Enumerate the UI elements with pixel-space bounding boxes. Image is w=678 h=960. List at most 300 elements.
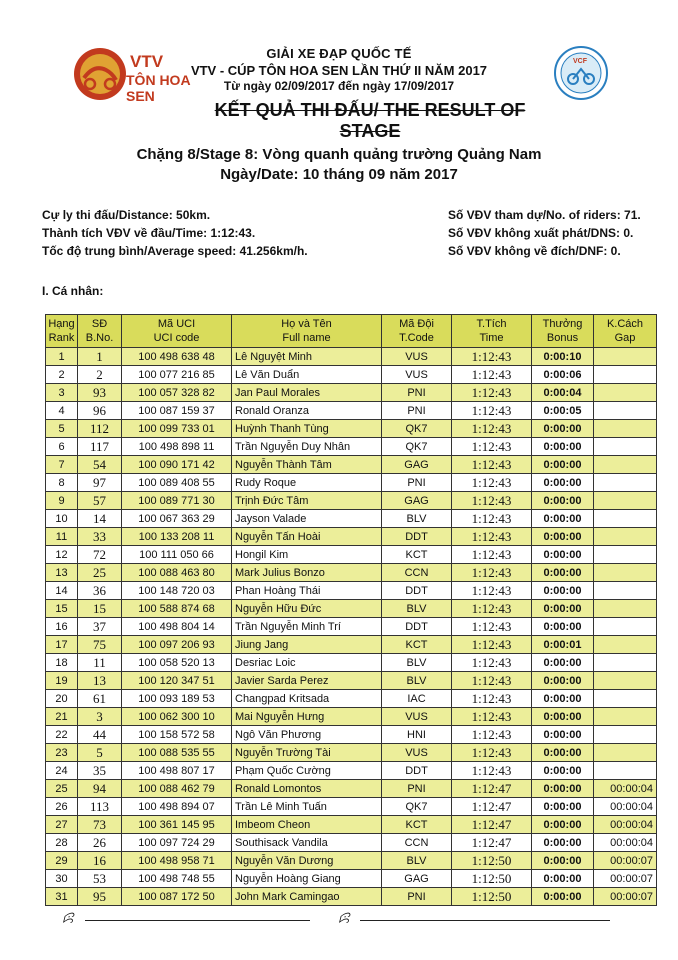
table-row	[46, 582, 657, 600]
cell-bonus: 0:00:00	[532, 690, 594, 708]
cell-bonus: 0:00:00	[532, 456, 594, 474]
cell-time: 1:12:43	[452, 510, 532, 528]
cell-bib: 11	[78, 654, 122, 672]
col-bonus: Thưởng Bonus	[532, 315, 594, 348]
cell-time: 1:12:43	[452, 618, 532, 636]
cell-full-name: Nguyễn Văn Dương	[232, 852, 382, 870]
cell-bib: 112	[78, 420, 122, 438]
cell-bonus: 0:00:00	[532, 870, 594, 888]
cell-gap	[594, 690, 657, 708]
table-row	[46, 654, 657, 672]
cell-full-name: Nguyễn Tấn Hoài	[232, 528, 382, 546]
cell-bib: 2	[78, 366, 122, 384]
stage-date: Ngày/Date: 10 tháng 09 năm 2017	[220, 166, 458, 183]
cell-gap	[594, 348, 657, 366]
signature-mark-left: ꕸ	[62, 910, 74, 926]
cell-full-name: Nguyễn Trường Tài	[232, 744, 382, 762]
cell-bib: 97	[78, 474, 122, 492]
cell-uci-code: 100 099 733 01	[122, 420, 232, 438]
cell-bib: 53	[78, 870, 122, 888]
cell-team-code: PNI	[382, 402, 452, 420]
cell-bonus: 0:00:00	[532, 564, 594, 582]
cell-bonus: 0:00:06	[532, 366, 594, 384]
cell-full-name: Lê Văn Duẩn	[232, 366, 382, 384]
cell-team-code: BLV	[382, 510, 452, 528]
cell-full-name: Southisack Vandila	[232, 834, 382, 852]
table-row	[46, 564, 657, 582]
col-rank: Hạng Rank	[46, 315, 78, 348]
table-header-row	[46, 315, 657, 348]
cell-bib: 33	[78, 528, 122, 546]
cell-team-code: DDT	[382, 582, 452, 600]
cell-full-name: Lê Nguyệt Minh	[232, 348, 382, 366]
cell-team-code: BLV	[382, 852, 452, 870]
cell-team-code: VUS	[382, 366, 452, 384]
table-row	[46, 852, 657, 870]
cell-time: 1:12:43	[452, 564, 532, 582]
cell-uci-code: 100 498 638 48	[122, 348, 232, 366]
cell-uci-code: 100 361 145 95	[122, 816, 232, 834]
winner-time-info: Thành tích VĐV về đầu/Time: 1:12:43.	[42, 226, 256, 240]
table-row	[46, 834, 657, 852]
cell-gap	[594, 438, 657, 456]
cell-rank: 16	[46, 618, 78, 636]
cell-rank: 4	[46, 402, 78, 420]
table-row	[46, 348, 657, 366]
cell-time: 1:12:47	[452, 798, 532, 816]
cell-gap	[594, 474, 657, 492]
cell-team-code: GAG	[382, 870, 452, 888]
cell-bonus: 0:00:00	[532, 528, 594, 546]
cell-bonus: 0:00:00	[532, 888, 594, 906]
table-row	[46, 420, 657, 438]
cell-gap	[594, 564, 657, 582]
cell-team-code: BLV	[382, 672, 452, 690]
cell-team-code: PNI	[382, 780, 452, 798]
cell-uci-code: 100 088 462 79	[122, 780, 232, 798]
dnf-info: Số VĐV không về đích/DNF: 0.	[448, 244, 621, 258]
cell-time: 1:12:43	[452, 636, 532, 654]
table-row	[46, 600, 657, 618]
cell-time: 1:12:50	[452, 852, 532, 870]
cell-bonus: 0:00:00	[532, 546, 594, 564]
cell-bonus: 0:00:00	[532, 744, 594, 762]
cell-rank: 23	[46, 744, 78, 762]
cell-uci-code: 100 133 208 11	[122, 528, 232, 546]
table-row	[46, 762, 657, 780]
cell-team-code: GAG	[382, 456, 452, 474]
cell-time: 1:12:43	[452, 492, 532, 510]
cell-bib: 93	[78, 384, 122, 402]
cell-rank: 18	[46, 654, 78, 672]
cell-team-code: QK7	[382, 420, 452, 438]
cell-bonus: 0:00:00	[532, 438, 594, 456]
cell-bib: 13	[78, 672, 122, 690]
cell-rank: 1	[46, 348, 78, 366]
average-speed-info: Tốc độ trung bình/Average speed: 41.256km/h.	[42, 244, 308, 258]
table-row	[46, 366, 657, 384]
col-bib: SĐ B.No.	[78, 315, 122, 348]
cell-gap	[594, 600, 657, 618]
cell-time: 1:12:43	[452, 420, 532, 438]
cell-full-name: Phạm Quốc Cường	[232, 762, 382, 780]
cell-full-name: Changpad Kritsada	[232, 690, 382, 708]
col-name: Họ và Tên Full name	[232, 315, 382, 348]
cell-uci-code: 100 498 894 07	[122, 798, 232, 816]
table-row	[46, 438, 657, 456]
cell-bib: 44	[78, 726, 122, 744]
cell-bib: 61	[78, 690, 122, 708]
cell-rank: 20	[46, 690, 78, 708]
cell-time: 1:12:43	[452, 528, 532, 546]
cell-bib: 14	[78, 510, 122, 528]
table-row	[46, 384, 657, 402]
cell-full-name: Jayson Valade	[232, 510, 382, 528]
table-row	[46, 510, 657, 528]
logo-vcf-text: VCF	[573, 58, 587, 65]
cell-rank: 14	[46, 582, 78, 600]
cell-team-code: DDT	[382, 618, 452, 636]
cell-uci-code: 100 089 771 30	[122, 492, 232, 510]
cell-bib: 95	[78, 888, 122, 906]
table-row	[46, 888, 657, 906]
cell-gap: 00:00:07	[594, 870, 657, 888]
event-title: GIẢI XE ĐẠP QUỐC TẾ	[266, 46, 412, 61]
cell-full-name: Huỳnh Thanh Tùng	[232, 420, 382, 438]
cell-team-code: GAG	[382, 492, 452, 510]
cell-full-name: Trần Nguyễn Duy Nhân	[232, 438, 382, 456]
cell-team-code: IAC	[382, 690, 452, 708]
table-row	[46, 618, 657, 636]
signature-line-right	[360, 920, 610, 921]
col-uci: Mã UCI UCI code	[122, 315, 232, 348]
page-title: KẾT QUẢ THI ĐẤU/ THE RESULT OF STAGE	[214, 100, 526, 141]
cell-rank: 6	[46, 438, 78, 456]
cell-rank: 7	[46, 456, 78, 474]
cell-uci-code: 100 097 724 29	[122, 834, 232, 852]
cell-uci-code: 100 087 159 37	[122, 402, 232, 420]
cell-full-name: Desriac Loic	[232, 654, 382, 672]
col-team: Mã Đội T.Code	[382, 315, 452, 348]
cell-gap	[594, 708, 657, 726]
logo-tonhoasen-text: TÔN HOA SEN	[126, 72, 191, 104]
cell-full-name: John Mark Camingao	[232, 888, 382, 906]
cell-bib: 73	[78, 816, 122, 834]
cell-rank: 31	[46, 888, 78, 906]
cell-time: 1:12:43	[452, 600, 532, 618]
cell-time: 1:12:47	[452, 834, 532, 852]
cell-rank: 28	[46, 834, 78, 852]
cell-rank: 3	[46, 384, 78, 402]
dns-info: Số VĐV không xuất phát/DNS: 0.	[448, 226, 634, 240]
table-row	[46, 528, 657, 546]
cell-bonus: 0:00:00	[532, 600, 594, 618]
cell-rank: 8	[46, 474, 78, 492]
cell-rank: 22	[46, 726, 78, 744]
cell-uci-code: 100 088 463 80	[122, 564, 232, 582]
cell-rank: 9	[46, 492, 78, 510]
cell-bib: 94	[78, 780, 122, 798]
cell-bonus: 0:00:01	[532, 636, 594, 654]
cell-gap	[594, 726, 657, 744]
cell-bonus: 0:00:00	[532, 852, 594, 870]
table-row	[46, 492, 657, 510]
cell-bonus: 0:00:00	[532, 726, 594, 744]
cell-uci-code: 100 498 898 11	[122, 438, 232, 456]
cell-rank: 15	[46, 600, 78, 618]
cell-gap	[594, 510, 657, 528]
cell-time: 1:12:47	[452, 816, 532, 834]
cell-bonus: 0:00:00	[532, 654, 594, 672]
cell-time: 1:12:43	[452, 654, 532, 672]
cell-bonus: 0:00:00	[532, 672, 594, 690]
cell-full-name: Ronald Lomontos	[232, 780, 382, 798]
event-subtitle: VTV - CÚP TÔN HOA SEN LẦN THỨ II NĂM 2017	[190, 63, 488, 78]
cell-time: 1:12:43	[452, 384, 532, 402]
cell-uci-code: 100 067 363 29	[122, 510, 232, 528]
cell-rank: 19	[46, 672, 78, 690]
cell-bib: 3	[78, 708, 122, 726]
cell-gap	[594, 546, 657, 564]
cell-full-name: Trần Nguyễn Minh Trí	[232, 618, 382, 636]
cell-bib: 16	[78, 852, 122, 870]
cell-full-name: Mai Nguyễn Hưng	[232, 708, 382, 726]
cell-bonus: 0:00:00	[532, 492, 594, 510]
results-table	[45, 314, 657, 906]
cell-full-name: Ronald Oranza	[232, 402, 382, 420]
cell-uci-code: 100 087 172 50	[122, 888, 232, 906]
cell-bib: 36	[78, 582, 122, 600]
cell-team-code: BLV	[382, 654, 452, 672]
cell-rank: 12	[46, 546, 78, 564]
cell-bib: 57	[78, 492, 122, 510]
table-row	[46, 708, 657, 726]
table-row	[46, 726, 657, 744]
table-row	[46, 690, 657, 708]
cell-team-code: QK7	[382, 438, 452, 456]
table-row	[46, 798, 657, 816]
cell-uci-code: 100 062 300 10	[122, 708, 232, 726]
cell-rank: 10	[46, 510, 78, 528]
distance-info: Cự ly thi đấu/Distance: 50km.	[42, 208, 211, 222]
cell-gap	[594, 456, 657, 474]
cell-team-code: DDT	[382, 762, 452, 780]
cell-rank: 29	[46, 852, 78, 870]
stage-name: Chặng 8/Stage 8: Vòng quanh quảng trường Quảng Nam	[136, 146, 542, 163]
cell-bib: 15	[78, 600, 122, 618]
cell-team-code: CCN	[382, 834, 452, 852]
cell-time: 1:12:50	[452, 888, 532, 906]
cell-team-code: VUS	[382, 744, 452, 762]
cell-gap	[594, 492, 657, 510]
section-heading: I. Cá nhân:	[42, 284, 104, 298]
cell-gap	[594, 762, 657, 780]
col-time: T.Tích Time	[452, 315, 532, 348]
cell-bonus: 0:00:00	[532, 816, 594, 834]
cell-gap: 00:00:04	[594, 780, 657, 798]
cell-time: 1:12:43	[452, 672, 532, 690]
cell-gap: 00:00:07	[594, 888, 657, 906]
cell-bib: 5	[78, 744, 122, 762]
cell-rank: 5	[46, 420, 78, 438]
table-row	[46, 780, 657, 798]
cell-uci-code: 100 057 328 82	[122, 384, 232, 402]
cell-bonus: 0:00:05	[532, 402, 594, 420]
cell-uci-code: 100 093 189 53	[122, 690, 232, 708]
cell-rank: 25	[46, 780, 78, 798]
table-row	[46, 474, 657, 492]
cell-bonus: 0:00:00	[532, 798, 594, 816]
cell-rank: 26	[46, 798, 78, 816]
cell-gap	[594, 672, 657, 690]
cell-full-name: Hongil Kim	[232, 546, 382, 564]
cell-gap	[594, 528, 657, 546]
cell-time: 1:12:43	[452, 762, 532, 780]
cell-bib: 25	[78, 564, 122, 582]
cell-uci-code: 100 077 216 85	[122, 366, 232, 384]
cell-time: 1:12:43	[452, 366, 532, 384]
cell-time: 1:12:43	[452, 438, 532, 456]
cell-rank: 30	[46, 870, 78, 888]
cell-bonus: 0:00:04	[532, 384, 594, 402]
cell-full-name: Javier Sarda Perez	[232, 672, 382, 690]
cell-team-code: VUS	[382, 708, 452, 726]
cell-rank: 11	[46, 528, 78, 546]
cell-bonus: 0:00:00	[532, 510, 594, 528]
cell-gap	[594, 654, 657, 672]
cell-uci-code: 100 090 171 42	[122, 456, 232, 474]
cell-time: 1:12:43	[452, 708, 532, 726]
cell-full-name: Nguyễn Hoàng Giang	[232, 870, 382, 888]
cell-uci-code: 100 120 347 51	[122, 672, 232, 690]
cell-full-name: Imbeom Cheon	[232, 816, 382, 834]
table-row	[46, 456, 657, 474]
table-row	[46, 546, 657, 564]
cell-time: 1:12:43	[452, 582, 532, 600]
cell-gap: 00:00:04	[594, 834, 657, 852]
table-row	[46, 636, 657, 654]
cell-gap	[594, 744, 657, 762]
cell-uci-code: 100 158 572 58	[122, 726, 232, 744]
cell-bib: 54	[78, 456, 122, 474]
table-row	[46, 672, 657, 690]
cell-uci-code: 100 088 535 55	[122, 744, 232, 762]
cell-time: 1:12:43	[452, 726, 532, 744]
cell-team-code: KCT	[382, 636, 452, 654]
cell-team-code: BLV	[382, 600, 452, 618]
cell-full-name: Jiung Jang	[232, 636, 382, 654]
cell-gap	[594, 384, 657, 402]
cell-full-name: Mark Julius Bonzo	[232, 564, 382, 582]
cell-team-code: QK7	[382, 798, 452, 816]
cell-bonus: 0:00:00	[532, 618, 594, 636]
cell-rank: 13	[46, 564, 78, 582]
cell-team-code: KCT	[382, 546, 452, 564]
cell-uci-code: 100 058 520 13	[122, 654, 232, 672]
cell-full-name: Ngô Văn Phương	[232, 726, 382, 744]
cell-rank: 17	[46, 636, 78, 654]
cell-uci-code: 100 097 206 93	[122, 636, 232, 654]
cell-gap	[594, 636, 657, 654]
cell-bib: 75	[78, 636, 122, 654]
cell-full-name: Trịnh Đức Tâm	[232, 492, 382, 510]
cell-full-name: Rudy Roque	[232, 474, 382, 492]
cell-gap	[594, 582, 657, 600]
cell-gap: 00:00:04	[594, 816, 657, 834]
cell-time: 1:12:43	[452, 474, 532, 492]
event-dates: Từ ngày 02/09/2017 đến ngày 17/09/2017	[223, 79, 455, 93]
cell-gap: 00:00:04	[594, 798, 657, 816]
cell-team-code: PNI	[382, 474, 452, 492]
cell-team-code: VUS	[382, 348, 452, 366]
cell-gap	[594, 420, 657, 438]
cell-time: 1:12:47	[452, 780, 532, 798]
cell-full-name: Nguyễn Thành Tâm	[232, 456, 382, 474]
cell-bonus: 0:00:00	[532, 474, 594, 492]
cell-team-code: PNI	[382, 384, 452, 402]
riders-info: Số VĐV tham dự/No. of riders: 71.	[448, 208, 641, 222]
cell-bib: 26	[78, 834, 122, 852]
cell-team-code: CCN	[382, 564, 452, 582]
cell-uci-code: 100 498 958 71	[122, 852, 232, 870]
cell-bonus: 0:00:00	[532, 762, 594, 780]
cell-rank: 24	[46, 762, 78, 780]
cell-bib: 1	[78, 348, 122, 366]
cell-bonus: 0:00:00	[532, 780, 594, 798]
table-row	[46, 816, 657, 834]
cell-time: 1:12:43	[452, 402, 532, 420]
cell-bib: 96	[78, 402, 122, 420]
cell-bib: 35	[78, 762, 122, 780]
cell-bonus: 0:00:00	[532, 708, 594, 726]
cell-uci-code: 100 498 748 55	[122, 870, 232, 888]
cell-gap: 00:00:07	[594, 852, 657, 870]
logo-vtv-text: VTV	[130, 52, 164, 71]
cell-time: 1:12:43	[452, 348, 532, 366]
cell-team-code: HNI	[382, 726, 452, 744]
cell-uci-code: 100 498 804 14	[122, 618, 232, 636]
cell-time: 1:12:50	[452, 870, 532, 888]
cell-full-name: Phan Hoàng Thái	[232, 582, 382, 600]
table-row	[46, 402, 657, 420]
col-gap: K.Cách Gap	[594, 315, 657, 348]
cell-bib: 37	[78, 618, 122, 636]
cell-full-name: Jan Paul Morales	[232, 384, 382, 402]
cell-bonus: 0:00:00	[532, 582, 594, 600]
cell-team-code: DDT	[382, 528, 452, 546]
cell-time: 1:12:43	[452, 744, 532, 762]
cell-uci-code: 100 588 874 68	[122, 600, 232, 618]
cell-gap	[594, 618, 657, 636]
cell-uci-code: 100 089 408 55	[122, 474, 232, 492]
signature-line-left	[85, 920, 310, 921]
cell-full-name: Trần Lê Minh Tuấn	[232, 798, 382, 816]
cell-team-code: KCT	[382, 816, 452, 834]
cell-uci-code: 100 111 050 66	[122, 546, 232, 564]
cell-uci-code: 100 148 720 03	[122, 582, 232, 600]
cell-rank: 2	[46, 366, 78, 384]
cell-rank: 27	[46, 816, 78, 834]
cell-time: 1:12:43	[452, 456, 532, 474]
table-row	[46, 870, 657, 888]
cell-gap	[594, 366, 657, 384]
cell-time: 1:12:43	[452, 690, 532, 708]
cell-uci-code: 100 498 807 17	[122, 762, 232, 780]
cell-bonus: 0:00:00	[532, 420, 594, 438]
cell-bonus: 0:00:00	[532, 834, 594, 852]
cell-gap	[594, 402, 657, 420]
cell-bib: 113	[78, 798, 122, 816]
